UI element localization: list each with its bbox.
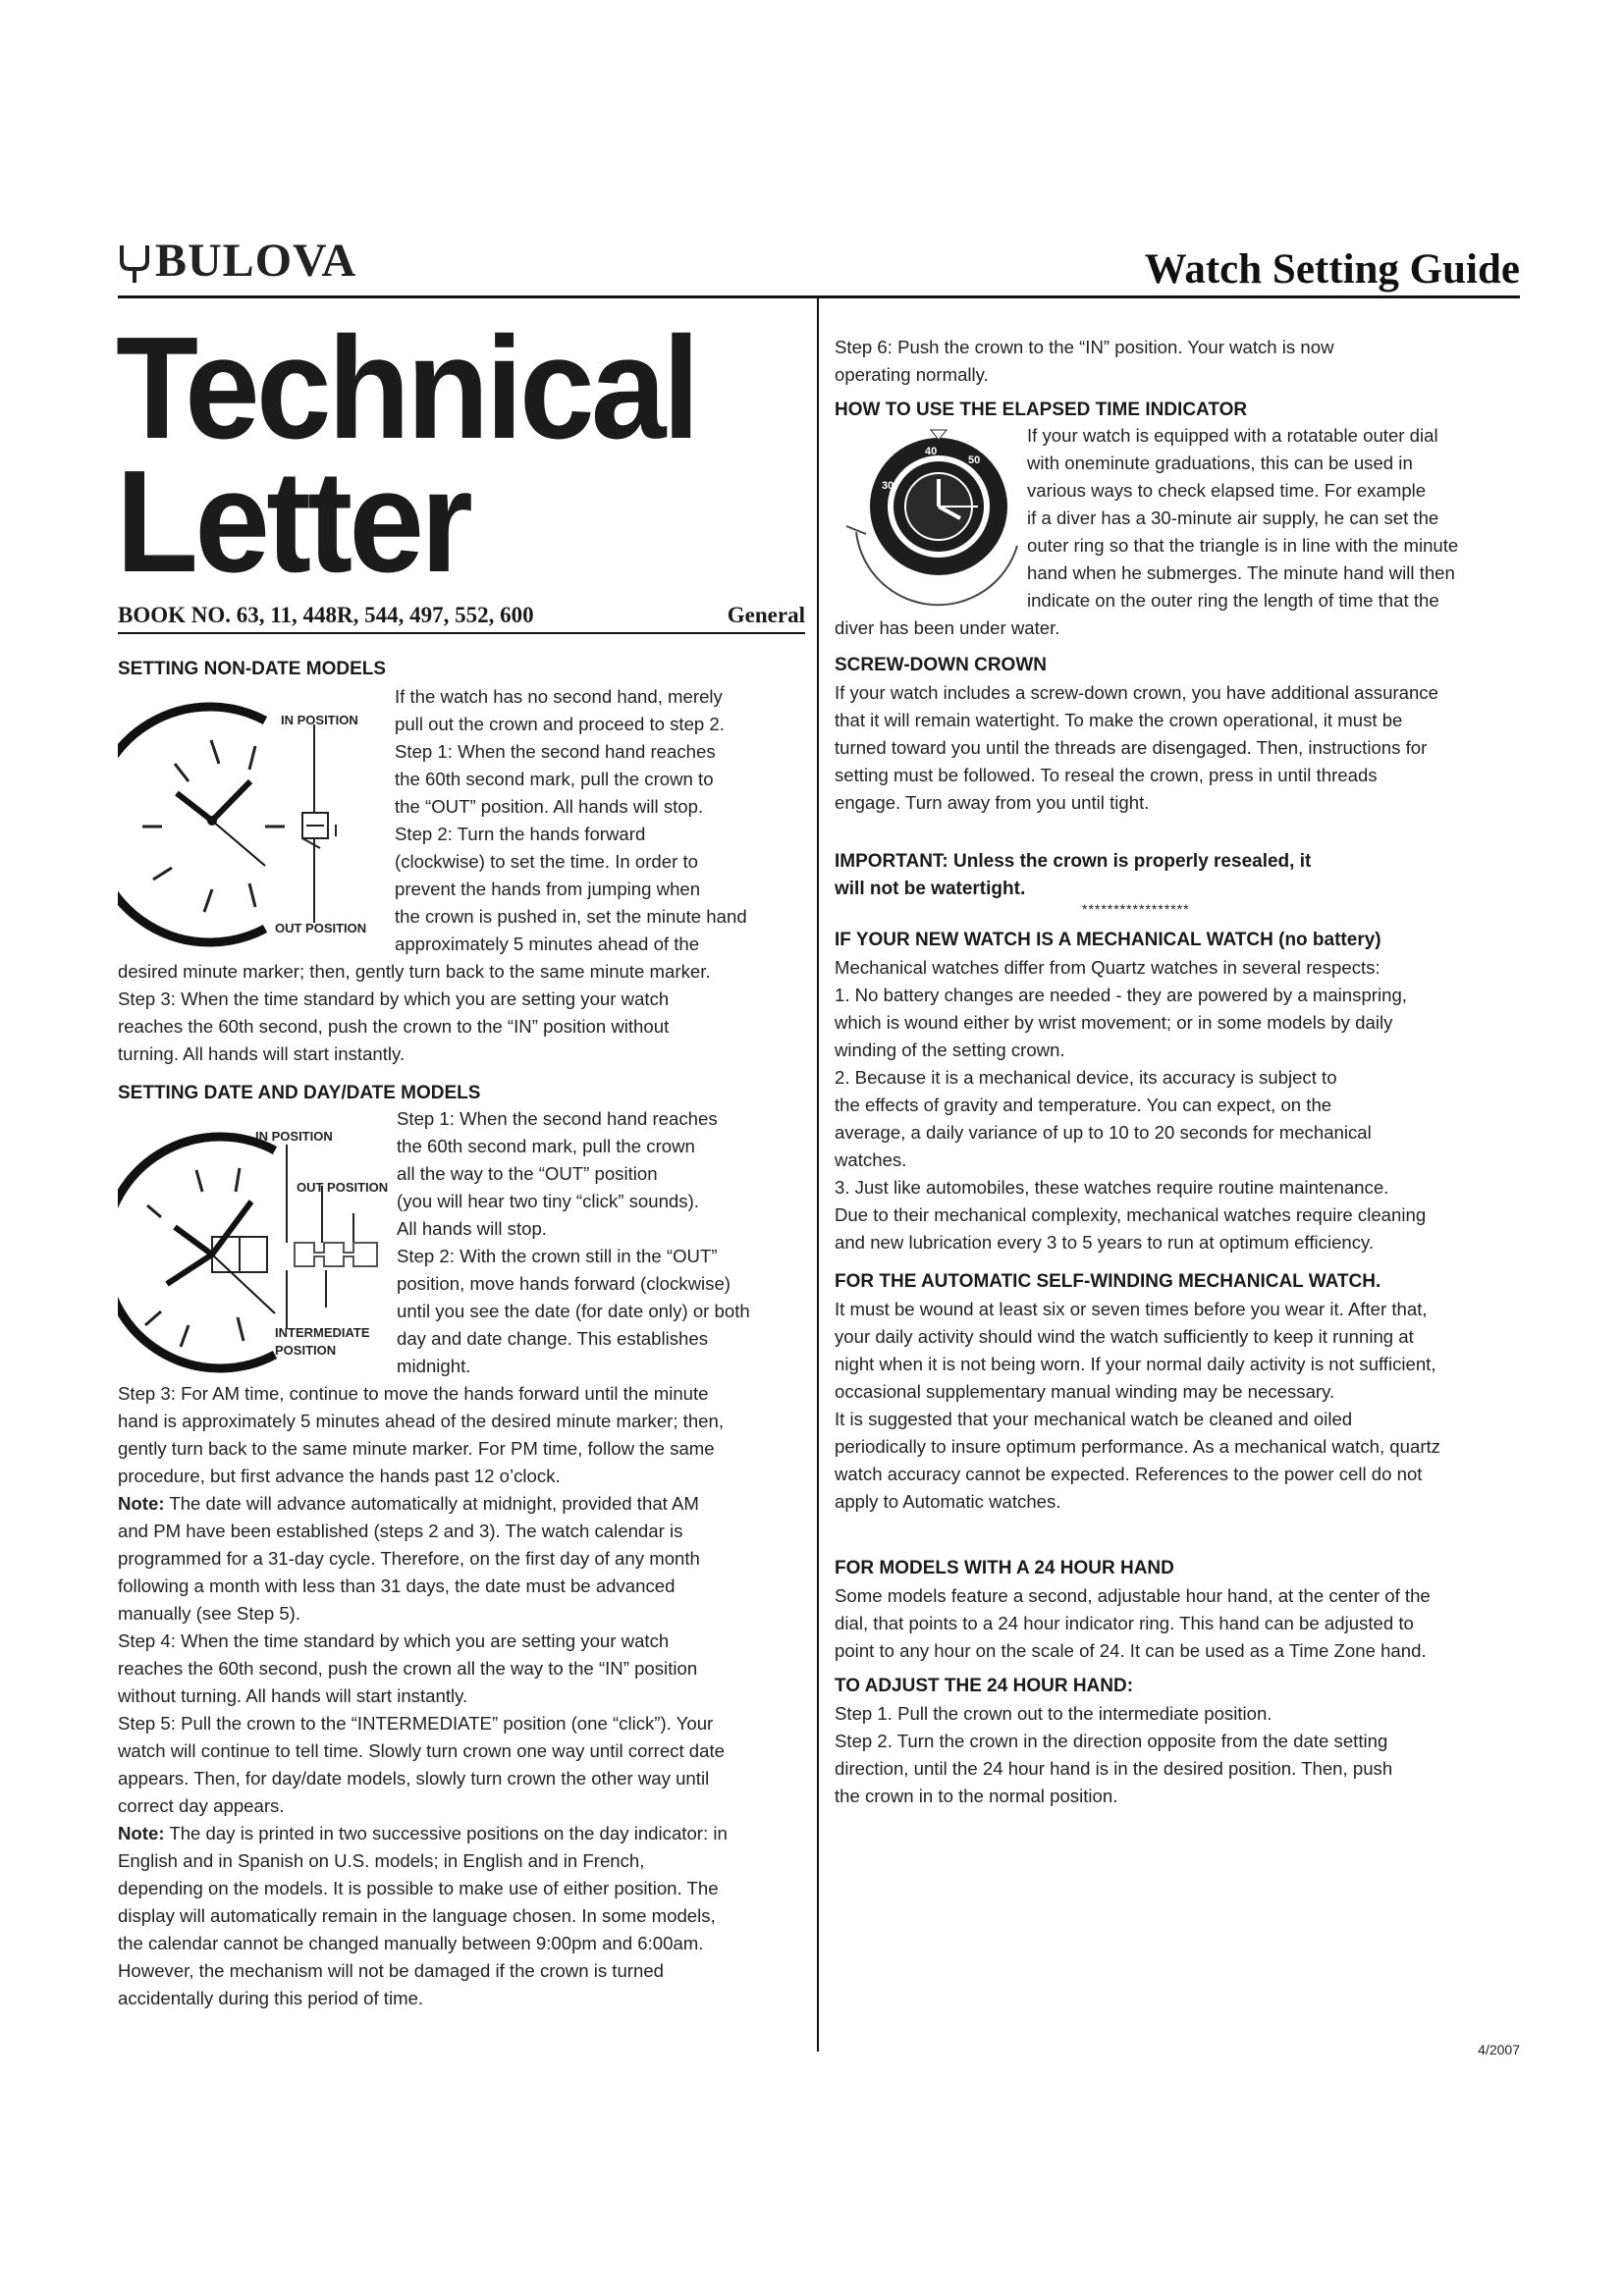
text-line: Step 1. Pull the crown out to the intermediate position. (835, 1703, 1272, 1724)
text-line: and PM have been established (steps 2 and 3). The watch calendar is (118, 1521, 683, 1541)
diagram-label-out: OUT POSITION (275, 921, 367, 935)
text-line: Step 6: Push the crown to the “IN” position. Your watch is now (835, 337, 1334, 357)
automatic-text (835, 1296, 1440, 1516)
text-line: point to any hour on the scale of 24. It can be used as a Time Zone hand. (835, 1640, 1427, 1661)
note-1-label: Note: (118, 1493, 165, 1514)
text-line: prevent the hands from jumping when (395, 879, 701, 899)
text-line: day and date change. This establishes (397, 1328, 709, 1349)
tuning-fork-icon (118, 240, 151, 285)
date-wrap-text (397, 1105, 750, 1380)
heading-elapsed: HOW TO USE THE ELAPSED TIME INDICATOR (835, 400, 1248, 420)
text-line: 2. Because it is a mechanical device, its accuracy is subject to (835, 1067, 1337, 1088)
text-line: approximately 5 minutes ahead of the (395, 934, 700, 954)
text-line: engage. Turn away from you until tight. (835, 792, 1150, 813)
text-line: display will automatically remain in the language chosen. In some models, (118, 1905, 716, 1926)
text-line: hand is approximately 5 minutes ahead of the desired minute marker; then, (118, 1411, 725, 1431)
text-line: the crown is pushed in, set the minute hand (395, 906, 747, 927)
revision-date: 4/2007 (1478, 2042, 1520, 2057)
text-line: appears. Then, for day/date models, slowly turn crown the other way until (118, 1768, 710, 1789)
date-diagram (118, 1111, 393, 1380)
bezel-number-50: 50 (968, 454, 981, 466)
text-line: Step 3: For AM time, continue to move the hands forward until the minute (118, 1383, 709, 1404)
text-line: manually (see Step 5). (118, 1603, 301, 1624)
elapsed-wrap-text (1027, 422, 1458, 614)
heading-adjust-24: TO ADJUST THE 24 HOUR HAND: (835, 1676, 1134, 1696)
text-line: If your watch is equipped with a rotatable outer dial (1027, 425, 1438, 446)
book-rule (118, 632, 805, 634)
heading-mechanical: IF YOUR NEW WATCH IS A MECHANICAL WATCH (no battery) (835, 930, 1381, 950)
text-line: dial, that points to a 24 hour indicator ring. This hand can be adjusted to (835, 1613, 1414, 1633)
note-2 (118, 1820, 728, 2012)
note-2-label: Note: (118, 1823, 165, 1843)
text-line: winding of the setting crown. (835, 1040, 1065, 1060)
text-line: Step 2: Turn the hands forward (395, 824, 646, 844)
text-line: until you see the date (for date only) or both (397, 1301, 750, 1321)
note-2-lines (118, 1847, 728, 2012)
note-2-first-line: The day is printed in two successive positions on the day indicator: in (164, 1823, 728, 1843)
text-line: desired minute marker; then, gently turn back to the same minute marker. (118, 961, 711, 982)
diagram-label-intermediate: INTERMEDIATE (275, 1325, 370, 1340)
non-date-full-text (118, 958, 711, 1068)
title-technical: Technical (116, 307, 697, 469)
bezel-number-40: 40 (925, 446, 938, 457)
text-line: the effects of gravity and temperature. You can expect, on the (835, 1095, 1332, 1115)
book-category: General (727, 603, 805, 627)
column-divider (817, 298, 819, 2052)
text-line: watches. (835, 1149, 907, 1170)
text-line: accidentally during this period of time. (118, 1988, 424, 2008)
text-line: all the way to the “OUT” position (397, 1163, 658, 1184)
guide-title: Watch Setting Guide (1144, 246, 1520, 293)
text-line: Mechanical watches differ from Quartz watches in several respects: (835, 957, 1380, 978)
text-line: IMPORTANT: Unless the crown is properly resealed, it (835, 851, 1312, 872)
text-line: the calendar cannot be changed manually between 9:00pm and 6:00am. (118, 1933, 704, 1953)
text-line: It must be wound at least six or seven times before you wear it. After that, (835, 1299, 1428, 1319)
note-1-first-line: The date will advance automatically at midnight, provided that AM (164, 1493, 699, 1514)
text-line: apply to Automatic watches. (835, 1491, 1061, 1512)
text-line: gently turn back to the same minute marker. For PM time, follow the same (118, 1438, 715, 1459)
text-line: occasional supplementary manual winding may be necessary. (835, 1381, 1335, 1402)
heading-date-models: SETTING DATE AND DAY/DATE MODELS (118, 1083, 481, 1103)
text-line: the “OUT” position. All hands will stop. (395, 796, 704, 817)
text-line: (you will hear two tiny “click” sounds). (397, 1191, 699, 1211)
elapsed-diagram (831, 428, 1023, 616)
text-line: which is wound either by wrist movement; or in some models by daily (835, 1012, 1393, 1033)
text-line: It is suggested that your mechanical watch be cleaned and oiled (835, 1409, 1353, 1429)
text-line: 1. No battery changes are needed - they are powered by a mainspring, (835, 985, 1407, 1005)
diagram-label-in: IN POSITION (255, 1129, 333, 1144)
text-line: All hands will stop. (397, 1218, 547, 1239)
elapsed-last-line: diver has been under water. (835, 617, 1060, 638)
text-line: 3. Just like automobiles, these watches require routine maintenance. (835, 1177, 1389, 1198)
diagram-label-position: POSITION (275, 1343, 337, 1358)
text-line: procedure, but first advance the hands past 12 o’clock. (118, 1466, 561, 1486)
mechanical-text (835, 954, 1426, 1256)
step6-text (835, 334, 1334, 389)
date-full-text (118, 1380, 724, 1490)
header-rule (118, 295, 1520, 298)
text-line: without turning. All hands will start instantly. (118, 1685, 468, 1706)
non-date-diagram (118, 687, 389, 952)
heading-automatic: FOR THE AUTOMATIC SELF-WINDING MECHANICAL WATCH. (835, 1271, 1381, 1292)
text-line: correct day appears. (118, 1795, 285, 1816)
diagram-label-out: OUT POSITION (297, 1180, 389, 1195)
text-line: reaches the 60th second, push the crown all the way to the “IN” position (118, 1658, 698, 1679)
heading-non-date: SETTING NON-DATE MODELS (118, 659, 387, 679)
hand24-text (835, 1582, 1431, 1665)
text-line: depending on the models. It is possible to make use of either position. The (118, 1878, 719, 1898)
text-line: Step 1: When the second hand reaches (397, 1108, 718, 1129)
text-line: Step 2. Turn the crown in the direction opposite from the date setting (835, 1731, 1388, 1751)
text-line: average, a daily variance of up to 10 to 20 seconds for mechanical (835, 1122, 1372, 1143)
text-line: Step 5: Pull the crown to the “INTERMEDIATE” position (one “click”). Your (118, 1713, 714, 1734)
text-line: that it will remain watertight. To make the crown operational, it must be (835, 710, 1403, 730)
text-line: watch accuracy cannot be expected. References to the power cell do not (835, 1464, 1423, 1484)
text-line: setting must be followed. To reseal the crown, press in until threads (835, 765, 1378, 785)
text-line: the 60th second mark, pull the crown to (395, 769, 714, 789)
text-line: Some models feature a second, adjustable hour hand, at the center of the (835, 1585, 1431, 1606)
text-line: following a month with less than 31 days, the date must be advanced (118, 1575, 676, 1596)
text-line: Step 2: With the crown still in the “OUT” (397, 1246, 718, 1266)
text-line: Step 4: When the time standard by which you are setting your watch (118, 1630, 670, 1651)
screw-down-text (835, 679, 1438, 817)
bulova-logo (118, 234, 412, 293)
text-line: midnight. (397, 1356, 471, 1376)
text-line: English and in Spanish on U.S. models; in English and in French, (118, 1850, 645, 1871)
adjust24-text (835, 1700, 1392, 1810)
text-line: watch will continue to tell time. Slowly turn crown one way until correct date (118, 1740, 725, 1761)
heading-24-hour: FOR MODELS WITH A 24 HOUR HAND (835, 1558, 1174, 1578)
text-line: indicate on the outer ring the length of time that the (1027, 590, 1439, 611)
text-line: position, move hands forward (clockwise) (397, 1273, 731, 1294)
text-line: the 60th second mark, pull the crown (397, 1136, 695, 1156)
text-line: turned toward you until the threads are disengaged. Then, instructions for (835, 737, 1428, 758)
text-line: pull out the crown and proceed to step 2. (395, 714, 725, 734)
diagram-label-in: IN POSITION (281, 713, 358, 727)
important-note (835, 848, 1311, 903)
brand-name: BULOVA (155, 235, 357, 287)
text-line: operating normally. (835, 364, 989, 385)
heading-screw-down: SCREW-DOWN CROWN (835, 655, 1047, 675)
text-line: outer ring so that the triangle is in line with the minute (1027, 535, 1459, 556)
text-line: your daily activity should wind the watch sufficiently to keep it running at (835, 1326, 1414, 1347)
text-line: Due to their mechanical complexity, mechanical watches require cleaning (835, 1204, 1427, 1225)
separator-stars: ***************** (1082, 901, 1190, 917)
text-line: If the watch has no second hand, merely (395, 686, 723, 707)
title-letter: Letter (116, 441, 470, 603)
text-line: programmed for a 31-day cycle. Therefore, on the first day of any month (118, 1548, 700, 1569)
text-line: Step 3: When the time standard by which you are setting your watch (118, 988, 670, 1009)
text-line: and new lubrication every 3 to 5 years to run at optimum efficiency. (835, 1232, 1375, 1253)
text-line: the crown in to the normal position. (835, 1786, 1118, 1806)
text-line: reaches the 60th second, push the crown to the “IN” position without (118, 1016, 670, 1037)
text-line: direction, until the 24 hour hand is in the desired position. Then, push (835, 1758, 1393, 1779)
book-number: BOOK NO. 63, 11, 448R, 544, 497, 552, 600 (118, 603, 534, 627)
text-line: will not be watertight. (835, 879, 1026, 899)
bezel-number-30: 30 (882, 480, 894, 492)
text-line: various ways to check elapsed time. For example (1027, 480, 1427, 501)
text-line: However, the mechanism will not be damaged if the crown is turned (118, 1960, 665, 1981)
note-1-lines (118, 1518, 725, 1820)
text-line: (clockwise) to set the time. In order to (395, 851, 698, 872)
text-line: periodically to insure optimum performance. As a mechanical watch, quartz (835, 1436, 1440, 1457)
text-line: hand when he submerges. The minute hand will then (1027, 562, 1455, 583)
text-line: if a diver has a 30-minute air supply, he can set the (1027, 507, 1439, 528)
text-line: turning. All hands will start instantly. (118, 1043, 406, 1064)
note-1 (118, 1490, 725, 1820)
text-line: night when it is not being worn. If your normal daily activity is not sufficient, (835, 1354, 1436, 1374)
non-date-wrap-text (395, 683, 747, 958)
text-line: Step 1: When the second hand reaches (395, 741, 716, 762)
diver-bezel-icon (831, 428, 1023, 616)
text-line: If your watch includes a screw-down crown, you have additional assurance (835, 682, 1438, 703)
text-line: with oneminute graduations, this can be used in (1027, 453, 1413, 473)
